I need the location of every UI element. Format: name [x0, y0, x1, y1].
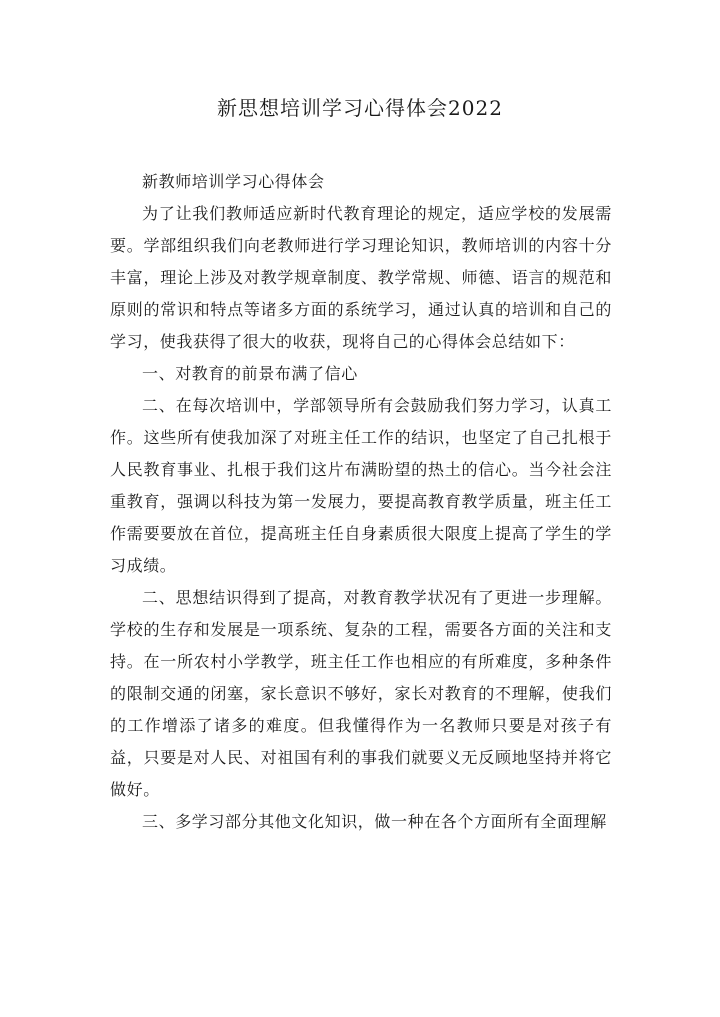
paragraph-section-2: 二、在每次培训中，学部领导所有会鼓励我们努力学习，认真工作。这些所有使我加深了对班主任工作的结识，也坚定了自己扎根于人民教育事业、扎根于我们这片布满盼望的热土的信心。当今社会注重教育，强调以科技为第一发展力，要提高教育教学质量，班主任工作需要要放在首位，提高班主任自身素质很大限度上提高了学生的学习成绩。	[110, 396, 612, 575]
document-body	[110, 166, 612, 838]
paragraph-section-3: 三、多学习部分其他文化知识，做一种在各个方面所有全面理解	[142, 812, 607, 831]
paragraph-intro: 为了让我们教师适应新时代教育理论的规定，适应学校的发展需要。学部组织我们向老教师进行学习理论知识，教师培训的内容十分丰富，理论上涉及对教学规章制度、教学常规、师德、语言的规范和原则的常识和特点等诸多方面的系统学习，通过认真的培训和自己的学习，使我获得了很大的收获，现将自己的心得体会总结如下：	[110, 204, 612, 351]
paragraph-section-2b: 二、思想结识得到了提高，对教育教学状况有了更进一步理解。学校的生存和发展是一项系统、复杂的工程，需要各方面的关注和支持。在一所农村小学教学，班主任工作也相应的有所难度，多种条件的限制交通的闭塞，家长意识不够好，家长对教育的不理解，使我们的工作增添了诸多的难度。但我懂得作为一名教师只要是对孩子有益，只要是对人民、对祖国有利的事我们就要义无反顾地坚持并将它做好。	[110, 588, 612, 799]
paragraph-subtitle: 新教师培训学习心得体会	[142, 172, 325, 191]
document-title: 新思想培训学习心得体会2022	[217, 96, 503, 120]
paragraph-section-1: 一、对教育的前景布满了信心	[142, 364, 358, 383]
